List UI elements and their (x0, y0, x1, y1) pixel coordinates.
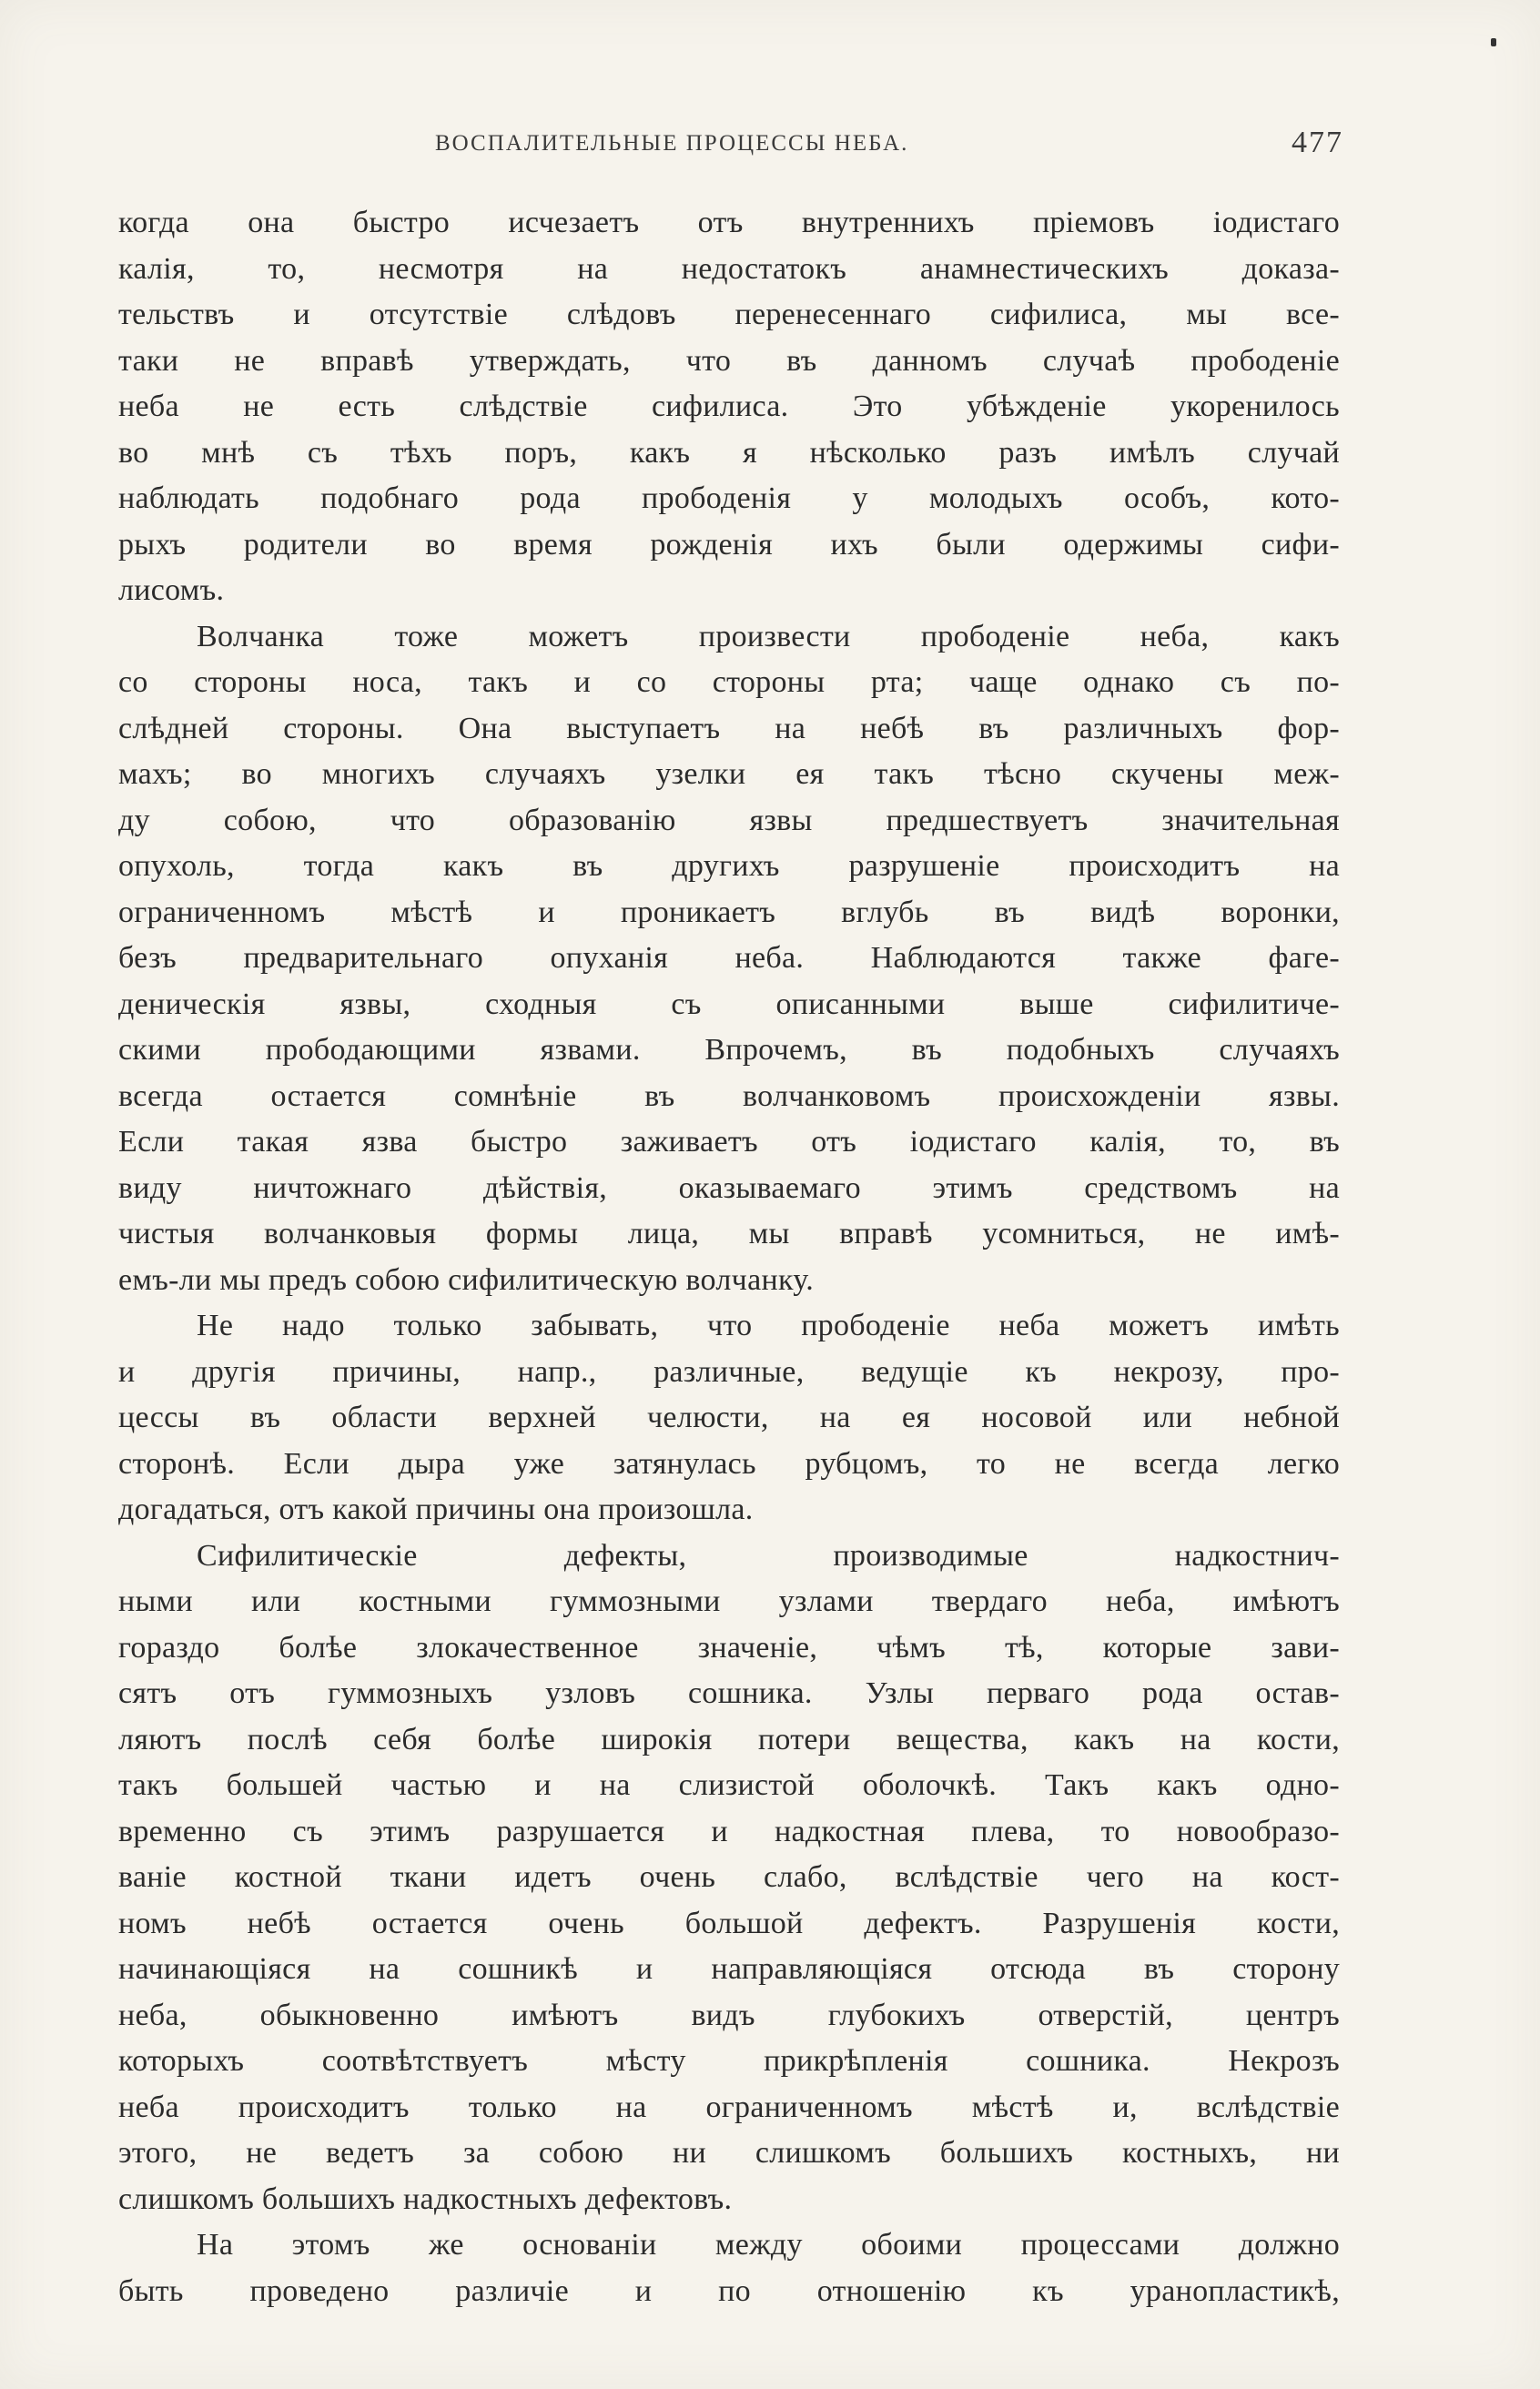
text-line: неба, обыкновенно имѣютъ видъ глубокихъ отверстій, центръ (118, 1998, 1340, 2032)
text-line: опухоль, тогда какъ въ другихъ разрушеніе происходитъ на (118, 849, 1340, 883)
text-line: сторонѣ. Если дыра уже затянулась рубцомъ, то не всегда легко (118, 1446, 1340, 1481)
text-line: когда она быстро исчезаетъ отъ внутреннихъ пріемовъ іодистаго (118, 206, 1340, 239)
text-line: наблюдать подобнаго рода прободенія у молодыхъ особъ, кото- (118, 481, 1340, 515)
page-number: 477 (1292, 126, 1343, 159)
text-line: и другія причины, напр., различные, ведущіе къ некрозу, про- (118, 1354, 1340, 1389)
text-line: тельствъ и отсутствіе слѣдовъ перенесеннаго сифилиса, мы все- (118, 298, 1340, 331)
text-line: быть проведено различіе и по отношенію къ уранопластикѣ, (118, 2273, 1340, 2308)
text-line: калія, то, несмотря на недостатокъ анамнестическихъ доказа- (118, 251, 1340, 286)
text-line: Не надо только забывать, что прободеніе неба можетъ имѣть (197, 1309, 1340, 1342)
text-line: цессы въ области верхней челюсти, на ея носовой или небной (118, 1401, 1340, 1434)
text-line: лисомъ. (118, 573, 225, 607)
text-line: рыхъ родители во время рожденія ихъ были одержимы сифи- (118, 527, 1340, 562)
text-line: ными или костными гуммозными узлами твердаго неба, имѣютъ (118, 1584, 1340, 1618)
text-line: деническія язвы, сходныя съ описанными выше сифилитиче- (118, 987, 1340, 1021)
text-line: Волчанка тоже можетъ произвести прободеніе неба, какъ (197, 619, 1340, 653)
text-line: таки не вправѣ утверждать, что въ данномъ случаѣ прободеніе (118, 343, 1340, 378)
text-line: емъ-ли мы предъ собою сифилитическую волчанку. (118, 1262, 814, 1297)
body-text (118, 200, 1340, 2314)
text-line: безъ предварительнаго опуханія неба. Наблюдаются также фаге- (118, 941, 1340, 975)
text-line: махъ; во многихъ случаяхъ узелки ея такъ тѣсно скучены меж- (118, 757, 1340, 791)
text-line: со стороны носа, такъ и со стороны рта; чаще однако съ по- (118, 665, 1340, 699)
page-header (117, 126, 1343, 162)
text-line: неба происходитъ только на ограниченномъ мѣстѣ и, вслѣдствіе (118, 2090, 1340, 2124)
text-line: ваніе костной ткани идетъ очень слабо, вслѣдствіе чего на кост- (118, 1860, 1340, 1894)
text-line: слишкомъ большихъ надкостныхъ дефектовъ. (118, 2181, 733, 2216)
text-line: чистыя волчанковыя формы лица, мы вправѣ усомниться, не имѣ- (118, 1217, 1340, 1250)
text-line: ляютъ послѣ себя болѣе широкія потери вещества, какъ на кости, (118, 1722, 1340, 1756)
text-line: Сифилитическіе дефекты, производимые надкостнич- (197, 1538, 1340, 1573)
text-line: которыхъ соотвѣтствуетъ мѣсту прикрѣпленія сошника. Некрозъ (118, 2044, 1340, 2078)
text-line: скими прободающими язвами. Впрочемъ, въ подобныхъ случаяхъ (118, 1033, 1340, 1067)
text-line: неба не есть слѣдствіе сифилиса. Это убѣжденіе укоренилось (118, 390, 1340, 423)
ink-speck (1491, 38, 1496, 46)
text-line: догадаться, отъ какой причины она произошла. (118, 1493, 754, 1526)
running-title: ВОСПАЛИТЕЛЬНЫЕ ПРОЦЕССЫ НЕБА. (435, 131, 909, 156)
text-line: Если такая язва быстро заживаетъ отъ іодистаго калія, то, въ (118, 1125, 1340, 1159)
text-line: ограниченномъ мѣстѣ и проникаетъ вглубь въ видѣ воронки, (118, 895, 1340, 929)
text-line: начинающіяся на сошникѣ и направляющіяся отсюда въ сторону (118, 1952, 1340, 1986)
text-line: слѣдней стороны. Она выступаетъ на небѣ въ различныхъ фор- (118, 711, 1340, 745)
text-line: сятъ отъ гуммозныхъ узловъ сошника. Узлы перваго рода остав- (118, 1676, 1340, 1710)
text-line: такъ большей частью и на слизистой оболочкѣ. Такъ какъ одно- (118, 1768, 1340, 1802)
text-line: всегда остается сомнѣніе въ волчанковомъ происхожденіи язвы. (118, 1078, 1340, 1113)
text-line: На этомъ же основаніи между обоими процессами должно (197, 2228, 1340, 2262)
text-line: виду ничтожнаго дѣйствія, оказываемаго этимъ средствомъ на (118, 1170, 1340, 1205)
text-line: гораздо болѣе злокачественное значеніе, чѣмъ тѣ, которые зави- (118, 1630, 1340, 1665)
text-line: временно съ этимъ разрушается и надкостная плева, то новообразо- (118, 1814, 1340, 1848)
text-line: номъ небѣ остается очень большой дефектъ. Разрушенія кости, (118, 1906, 1340, 1940)
text-line: ду собою, что образованію язвы предшествуетъ значительная (118, 803, 1340, 837)
text-line: этого, не ведетъ за собою ни слишкомъ большихъ костныхъ, ни (118, 2136, 1340, 2170)
text-line: во мнѣ съ тѣхъ поръ, какъ я нѣсколько разъ имѣлъ случай (118, 435, 1340, 470)
